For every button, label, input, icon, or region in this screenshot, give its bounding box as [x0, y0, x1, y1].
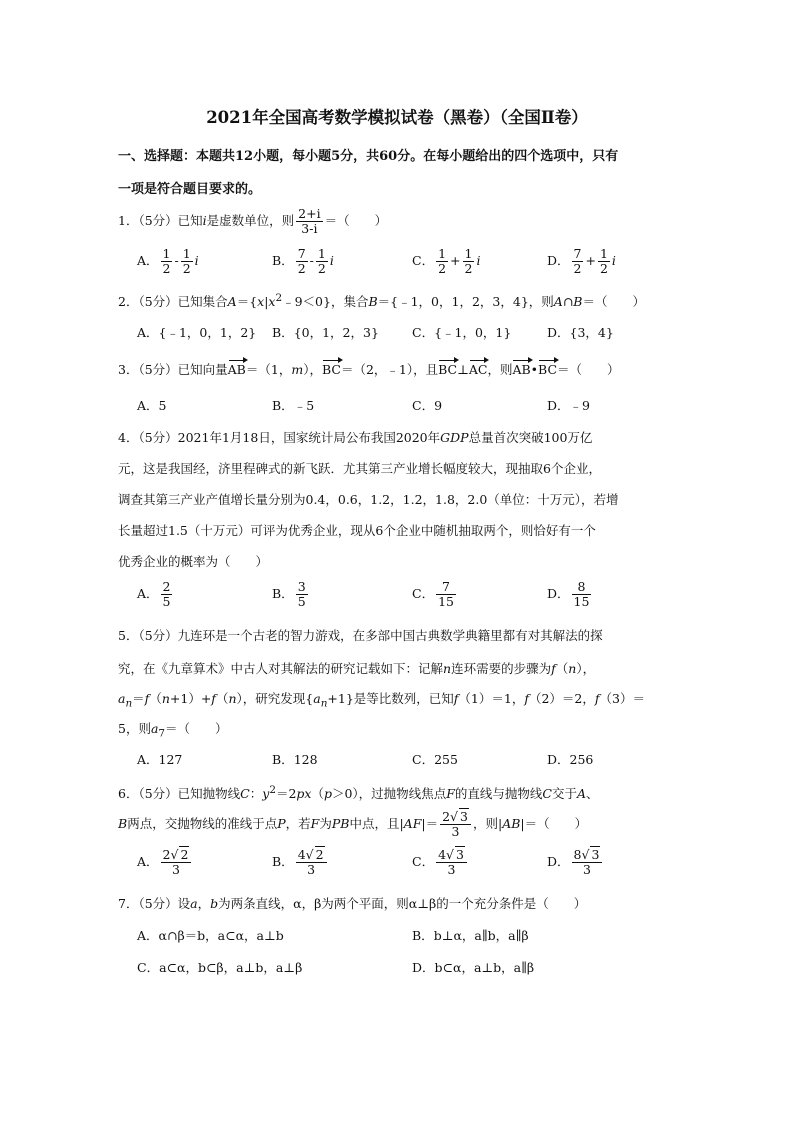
question-4-line1: 4．（5分）2021年1月18日，国家统计局公布我国2020年GDP总量首次突破100万亿 [118, 430, 593, 445]
q4-option-d[interactable]: D． $\frac{8}{15}$ [547, 579, 590, 609]
q4-option-a[interactable]: A． $\frac{2}{5}$ [137, 579, 171, 609]
section-header-line2: 一项是符合题目要求的。 [118, 182, 262, 197]
q2-option-c[interactable]: C．{﹣1，0，1} [412, 325, 512, 340]
question-1-stem: 1．（5分）已知i是虚数单位，则 $\frac{2+i}{3-i}$ ＝（ ） [118, 206, 388, 236]
q6-option-d[interactable]: D． $\frac{8√ 3}{3}$ [547, 848, 604, 877]
q5-option-b[interactable]: B．128 [272, 752, 318, 767]
question-4-line2: 元，这是我国经，济里程碑式的新飞跃．尤其第三产业增长幅度较大，现抽取6个企业， [118, 461, 601, 476]
q3-option-c[interactable]: C．9 [412, 398, 443, 413]
question-6-line1: 6．（5分）已知抛物线C：$y^2=2px(p>0)$，过抛物线焦点F的直线与抛物线C交于A、 [118, 784, 599, 802]
q2-option-b[interactable]: B．{0，1，2，3} [272, 325, 379, 340]
q5-option-a[interactable]: A．127 [137, 752, 183, 767]
question-5-line2: 究，在《九章算术》中古人对其解法的研究记载如下：记解n连环需要的步骤为f（n）， [118, 661, 596, 676]
q1-option-c[interactable]: C． $\frac{1}{2}$ + $\frac{1}{2}$ i [412, 246, 481, 276]
q7-option-b[interactable]: B．b⊥α，a∥b，a∥β [412, 928, 529, 943]
question-2-stem: 2．（5分）已知集合$A=\{x|x^2﹣9<0\}$，集合B＝{﹣1，0，1，2，3，4}，则A∩B＝（ ） [118, 292, 645, 310]
q3-option-d[interactable]: D．﹣9 [547, 398, 590, 413]
q3-option-a[interactable]: A．5 [137, 398, 167, 413]
q4-option-c[interactable]: C． $\frac{7}{15}$ [412, 579, 454, 609]
q2-option-a[interactable]: A．{﹣1，0，1，2} [137, 325, 257, 340]
q5-option-d[interactable]: D．256 [547, 752, 594, 767]
fraction: $\frac{2+i}{3-i}$ [298, 206, 321, 236]
q7-option-a[interactable]: A．α∩β＝b，a⊂α，a⊥b [137, 928, 284, 943]
question-5-line1: 5．（5分）九连环是一个古老的智力游戏，在多部中国古典数学典籍里都有对其解法的探 [118, 628, 603, 643]
question-4-line4: 长量超过1.5（十万元）可评为优秀企业，现从6个企业中随机抽取两个，则恰好有一个 [118, 523, 596, 538]
question-5-line4: 5，则$a_7=$（ ） [118, 721, 228, 740]
q7-option-c[interactable]: C．a⊂α，b⊂β，a⊥b，a⊥β [137, 960, 303, 975]
page-title: 2021年全国高考数学模拟试卷（黑卷）（全国Ⅱ卷） [206, 108, 588, 127]
q4-option-b[interactable]: B． $\frac{3}{5}$ [272, 579, 306, 609]
question-4-line5: 优秀企业的概率为（ ） [118, 554, 269, 569]
q6-option-a[interactable]: A． $\frac{2√ 2}{3}$ [137, 848, 193, 877]
q3-option-b[interactable]: B．﹣5 [272, 398, 315, 413]
q5-option-c[interactable]: C．255 [412, 752, 458, 767]
section-header-line1: 一、选择题：本题共12小题，每小题5分，共60分。在每小题给出的四个选项中，只有 [118, 149, 619, 164]
question-5-line3: $a_n=f(n+1)+f(n)$，研究发现$\{a_n+1\}$是等比数列，已知f（1）＝1，f（2）＝2，f（3）＝ [118, 691, 645, 710]
q1-option-b[interactable]: B． $\frac{7}{2}$ - $\frac{1}{2}$ i [272, 246, 334, 276]
question-4-line3: 调查其第三产业产值增长量分别为0.4，0.6，1.2，1.2，1.8，2.0（单位：十万元），若增 [118, 492, 619, 507]
question-3-stem: 3．（5分）已知向量AB＝（1，m），BC＝（2，﹣1），且BC⊥AC，则AB•BC＝（ ） [118, 362, 620, 377]
q1-option-a[interactable]: A． $\frac{1}{2}$ - $\frac{1}{2}$ i [137, 246, 199, 276]
q1-option-d[interactable]: D． $\frac{7}{2}$ + $\frac{1}{2}$ i [547, 246, 616, 276]
question-7-stem: 7．（5分）设a，b为两条直线，α，β为两个平面，则α⊥β的一个充分条件是（ ） [118, 896, 587, 911]
q2-option-d[interactable]: D．{3，4} [547, 325, 614, 340]
q6-option-b[interactable]: B． $\frac{4√ 2}{3}$ [272, 848, 329, 877]
question-6-line2: B两点，交抛物线的准线于点P，若F为PB中点，且|AF|＝ $\frac{2√ 3}{3}$ ，则|AB|＝（ ） [118, 809, 588, 839]
q6-option-c[interactable]: C． $\frac{4√ 3}{3}$ [412, 848, 469, 877]
q7-option-d[interactable]: D．b⊂α，a⊥b，a∥β [412, 960, 535, 975]
